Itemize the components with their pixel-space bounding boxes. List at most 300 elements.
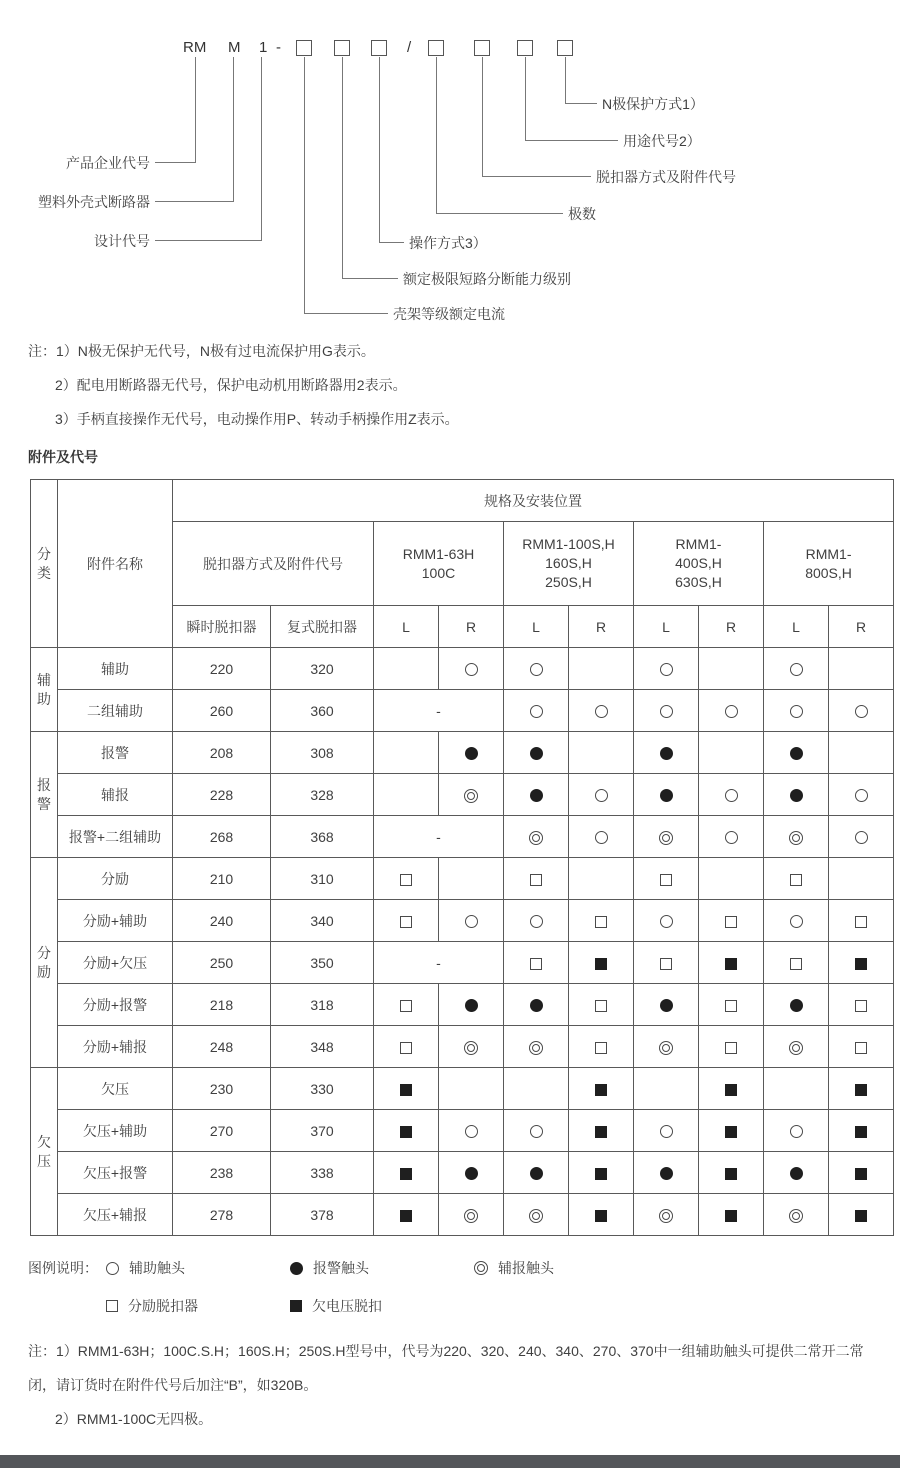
empty-cell xyxy=(634,1068,699,1110)
symbol-cell xyxy=(634,900,699,942)
accessory-name-cell: 辅助 xyxy=(58,648,173,690)
aux-alarm-contact-symbol xyxy=(789,1041,803,1055)
model-code-hyphen: - xyxy=(276,39,281,56)
accessory-code-cell: 368 xyxy=(271,816,374,858)
symbol-cell xyxy=(569,942,634,984)
symbol-cell xyxy=(439,1152,504,1194)
position-l-header: L xyxy=(504,606,569,648)
symbol-cell xyxy=(634,1194,699,1236)
position-r-header: R xyxy=(569,606,634,648)
note-line: 3）手柄直接操作无代号，电动操作用P、转动手柄操作用Z表示。 xyxy=(55,411,459,427)
undervoltage-release-symbol xyxy=(725,1084,737,1096)
empty-cell xyxy=(699,648,764,690)
aux-alarm-contact-symbol xyxy=(464,1041,478,1055)
accessory-code-cell: 320 xyxy=(271,648,374,690)
auxiliary-contact-symbol xyxy=(106,1262,119,1275)
callout-label: N极保护方式1） xyxy=(602,96,704,112)
model-group-line: 250S,H xyxy=(545,574,592,590)
symbol-cell xyxy=(439,732,504,774)
legend-label: 分励脱扣器 xyxy=(128,1298,198,1314)
shunt-release-symbol xyxy=(400,1042,412,1054)
note-line: 注：1）RMM1-63H；100C.S.H；160S.H；250S.H型号中，代号为220、320、240、340、270、370中一组辅助触头可提供二常开二常闭，请订货时在附件代号后加注“B”，如320B。 xyxy=(28,1343,864,1393)
symbol-cell xyxy=(764,900,829,942)
shunt-release-symbol xyxy=(530,874,542,886)
accessory-name-cell: 分励 xyxy=(58,858,173,900)
undervoltage-release-symbol xyxy=(725,1210,737,1222)
accessory-row xyxy=(31,900,894,942)
accessory-name-cell: 分励+辅助 xyxy=(58,900,173,942)
symbol-cell xyxy=(504,1110,569,1152)
symbol-cell xyxy=(764,1152,829,1194)
undervoltage-release-symbol xyxy=(400,1168,412,1180)
callout-label: 设计代号 xyxy=(94,233,150,249)
empty-cell xyxy=(439,858,504,900)
undervoltage-release-symbol xyxy=(855,1210,867,1222)
inner-circle xyxy=(662,834,670,842)
accessory-name-cell: 辅报 xyxy=(58,774,173,816)
top-notes xyxy=(0,335,900,429)
undervoltage-release-symbol xyxy=(595,958,607,970)
legend-item xyxy=(290,1258,474,1278)
inner-circle xyxy=(467,1212,475,1220)
symbol-cell xyxy=(504,858,569,900)
undervoltage-release-symbol xyxy=(595,1126,607,1138)
accessory-code-cell: 330 xyxy=(271,1068,374,1110)
model-code-company: RM xyxy=(183,39,207,56)
accessory-name-cell: 欠压 xyxy=(58,1068,173,1110)
symbol-cell xyxy=(634,816,699,858)
symbol-cell xyxy=(764,732,829,774)
symbol-cell xyxy=(504,690,569,732)
aux-alarm-contact-symbol xyxy=(529,831,543,845)
accessory-code-cell: 360 xyxy=(271,690,374,732)
callout-line xyxy=(379,57,404,243)
legend-row xyxy=(28,1258,872,1278)
shunt-release-symbol xyxy=(660,958,672,970)
symbol-cell xyxy=(374,900,439,942)
symbol-cell xyxy=(374,858,439,900)
inner-circle xyxy=(467,792,475,800)
symbol-cell xyxy=(504,732,569,774)
auxiliary-contact-symbol xyxy=(530,663,543,676)
alarm-contact-symbol xyxy=(660,747,673,760)
accessory-code-cell: 210 xyxy=(173,858,271,900)
accessory-name-cell: 二组辅助 xyxy=(58,690,173,732)
accessory-row xyxy=(31,1110,894,1152)
accessory-code-cell: 340 xyxy=(271,900,374,942)
alarm-contact-symbol xyxy=(530,789,543,802)
accessory-code-cell: 378 xyxy=(271,1194,374,1236)
accessory-row xyxy=(31,858,894,900)
symbol-cell xyxy=(374,1152,439,1194)
model-group-line: RMM1-63H xyxy=(402,545,475,562)
position-l-header: L xyxy=(764,606,829,648)
symbol-cell xyxy=(569,1110,634,1152)
empty-cell xyxy=(569,858,634,900)
undervoltage-release-symbol xyxy=(290,1300,302,1312)
symbol-cell xyxy=(439,900,504,942)
symbol-cell xyxy=(634,732,699,774)
footer-bar xyxy=(0,1455,900,1468)
model-group-header xyxy=(504,522,634,606)
spec-position-header: 规格及安装位置 xyxy=(173,480,894,522)
symbol-cell xyxy=(764,1194,829,1236)
shunt-release-symbol xyxy=(855,1000,867,1012)
compound-release-header: 复式脱扣器 xyxy=(271,606,374,648)
accessory-code-cell: 350 xyxy=(271,942,374,984)
inner-circle xyxy=(792,834,800,842)
callout-label: 壳架等级额定电流 xyxy=(393,306,505,322)
undervoltage-release-symbol xyxy=(725,1126,737,1138)
auxiliary-contact-symbol xyxy=(725,705,738,718)
symbol-cell xyxy=(699,984,764,1026)
legend-label: 欠电压脱扣 xyxy=(312,1298,382,1314)
accessory-row xyxy=(31,1152,894,1194)
alarm-contact-symbol xyxy=(660,999,673,1012)
accessory-code-cell: 268 xyxy=(173,816,271,858)
undervoltage-release-symbol xyxy=(855,1084,867,1096)
bottom-notes xyxy=(0,1334,900,1436)
symbol-cell xyxy=(829,1152,894,1194)
symbol-cell xyxy=(699,942,764,984)
alarm-contact-symbol xyxy=(465,999,478,1012)
symbol-cell xyxy=(829,1026,894,1068)
symbol-cell xyxy=(569,984,634,1026)
accessory-name-cell: 欠压+辅报 xyxy=(58,1194,173,1236)
accessory-row xyxy=(31,1026,894,1068)
symbol-cell xyxy=(439,1110,504,1152)
symbol-cell xyxy=(504,816,569,858)
accessory-name-cell: 报警+二组辅助 xyxy=(58,816,173,858)
symbol-cell xyxy=(634,774,699,816)
symbol-cell xyxy=(764,774,829,816)
symbol-cell xyxy=(764,1110,829,1152)
symbol-cell xyxy=(374,1068,439,1110)
position-l-header: L xyxy=(634,606,699,648)
auxiliary-contact-symbol xyxy=(530,1125,543,1138)
category-header: 分类 xyxy=(31,480,58,648)
model-group-header xyxy=(764,522,894,606)
symbol-cell xyxy=(634,690,699,732)
auxiliary-contact-symbol xyxy=(465,1125,478,1138)
auxiliary-contact-symbol xyxy=(790,705,803,718)
model-group-line: 100C xyxy=(421,564,456,581)
symbol-cell xyxy=(439,984,504,1026)
accessory-row xyxy=(31,690,894,732)
symbol-cell xyxy=(504,942,569,984)
model-code-box xyxy=(371,40,387,56)
accessory-name-cell: 欠压+辅助 xyxy=(58,1110,173,1152)
accessory-code-cell: 250 xyxy=(173,942,271,984)
undervoltage-release-symbol xyxy=(595,1168,607,1180)
legend-item xyxy=(106,1258,290,1278)
symbol-cell xyxy=(634,858,699,900)
model-code-box xyxy=(428,40,444,56)
symbol-cell xyxy=(569,690,634,732)
symbol-cell xyxy=(504,984,569,1026)
accessory-code-cell: 230 xyxy=(173,1068,271,1110)
legend-title: 图例说明： xyxy=(28,1260,98,1276)
auxiliary-contact-symbol xyxy=(790,915,803,928)
auxiliary-contact-symbol xyxy=(725,831,738,844)
symbol-cell xyxy=(504,1152,569,1194)
instantaneous-release-header: 瞬时脱扣器 xyxy=(173,606,271,648)
accessory-row xyxy=(31,984,894,1026)
undervoltage-release-symbol xyxy=(855,1168,867,1180)
empty-cell xyxy=(569,648,634,690)
auxiliary-contact-symbol xyxy=(855,789,868,802)
symbol-cell xyxy=(504,774,569,816)
model-designation-diagram xyxy=(0,0,900,335)
accessory-code-cell: 338 xyxy=(271,1152,374,1194)
symbol-cell xyxy=(764,984,829,1026)
symbol-cell xyxy=(634,984,699,1026)
shunt-release-symbol xyxy=(790,958,802,970)
shunt-release-symbol xyxy=(595,1000,607,1012)
inner-circle xyxy=(662,1212,670,1220)
symbol-cell xyxy=(699,816,764,858)
accessory-row xyxy=(31,648,894,690)
empty-cell xyxy=(439,1068,504,1110)
shunt-release-symbol xyxy=(400,1000,412,1012)
auxiliary-contact-symbol xyxy=(595,705,608,718)
inner-circle xyxy=(532,834,540,842)
callout-line xyxy=(155,57,262,241)
legend-label: 辅报触头 xyxy=(498,1259,554,1276)
model-code-design: 1 xyxy=(259,39,268,56)
accessory-row xyxy=(31,774,894,816)
category-cell: 欠压 xyxy=(31,1068,58,1236)
symbol-cell xyxy=(699,900,764,942)
symbol-cell xyxy=(699,774,764,816)
alarm-contact-symbol xyxy=(790,747,803,760)
legend-items-row-1 xyxy=(106,1258,658,1279)
empty-cell xyxy=(699,858,764,900)
aux-alarm-contact-symbol xyxy=(474,1261,488,1275)
symbol-cell xyxy=(699,1152,764,1194)
aux-alarm-contact-symbol xyxy=(464,1209,478,1223)
accessory-name-header: 附件名称 xyxy=(58,480,173,648)
accessory-code-cell: 228 xyxy=(173,774,271,816)
shunt-release-symbol xyxy=(595,916,607,928)
shunt-release-symbol xyxy=(725,1000,737,1012)
shunt-release-symbol xyxy=(660,874,672,886)
auxiliary-contact-symbol xyxy=(530,705,543,718)
model-group-line: 800S,H xyxy=(805,564,852,581)
symbol-cell xyxy=(569,1152,634,1194)
release-mode-header: 脱扣器方式及附件代号 xyxy=(173,522,374,606)
position-l-header: L xyxy=(374,606,439,648)
callout-label: 极数 xyxy=(568,206,596,222)
symbol-cell xyxy=(764,690,829,732)
aux-alarm-contact-symbol xyxy=(789,831,803,845)
legend xyxy=(0,1236,900,1316)
symbol-cell xyxy=(699,1194,764,1236)
auxiliary-contact-symbol xyxy=(660,1125,673,1138)
inner-circle xyxy=(467,1044,475,1052)
auxiliary-contact-symbol xyxy=(595,831,608,844)
accessory-code-cell: 248 xyxy=(173,1026,271,1068)
aux-alarm-contact-symbol xyxy=(659,1209,673,1223)
undervoltage-release-symbol xyxy=(400,1084,412,1096)
symbol-cell xyxy=(504,900,569,942)
accessory-table-body xyxy=(31,648,894,1236)
alarm-contact-symbol xyxy=(530,747,543,760)
empty-cell xyxy=(374,732,439,774)
symbol-cell xyxy=(829,816,894,858)
symbol-cell xyxy=(764,648,829,690)
symbol-cell xyxy=(504,1194,569,1236)
symbol-cell xyxy=(374,1026,439,1068)
alarm-contact-symbol xyxy=(530,999,543,1012)
shunt-release-symbol xyxy=(595,1042,607,1054)
symbol-cell xyxy=(569,1068,634,1110)
shunt-release-symbol xyxy=(725,1042,737,1054)
symbol-cell xyxy=(569,900,634,942)
symbol-cell xyxy=(439,648,504,690)
accessory-code-cell: 328 xyxy=(271,774,374,816)
aux-alarm-contact-symbol xyxy=(464,789,478,803)
legend-label: 辅助触头 xyxy=(129,1260,185,1277)
callout-label: 用途代号2） xyxy=(623,133,701,149)
model-group-line: RMM1- xyxy=(805,545,852,562)
symbol-cell xyxy=(439,1194,504,1236)
auxiliary-contact-symbol xyxy=(660,663,673,676)
empty-cell xyxy=(829,858,894,900)
accessory-code-cell: 270 xyxy=(173,1110,271,1152)
accessory-name-cell: 欠压+报警 xyxy=(58,1152,173,1194)
alarm-contact-symbol xyxy=(790,789,803,802)
symbol-cell xyxy=(569,1194,634,1236)
inner-circle xyxy=(532,1044,540,1052)
not-available-dash: - xyxy=(374,942,504,984)
symbol-cell xyxy=(374,1194,439,1236)
symbol-cell xyxy=(764,1026,829,1068)
accessory-code-cell: 308 xyxy=(271,732,374,774)
legend-items-row-2 xyxy=(106,1296,474,1316)
accessory-row xyxy=(31,942,894,984)
model-group-line: 630S,H xyxy=(675,574,722,590)
model-code-slash: / xyxy=(407,39,412,56)
undervoltage-release-symbol xyxy=(855,958,867,970)
accessory-code-cell: 318 xyxy=(271,984,374,1026)
symbol-cell xyxy=(829,1194,894,1236)
table-wrap xyxy=(0,467,900,1236)
category-cell: 辅助 xyxy=(31,648,58,732)
symbol-cell xyxy=(439,774,504,816)
callout-label: 脱扣器方式及附件代号 xyxy=(596,169,736,185)
empty-cell xyxy=(764,1068,829,1110)
symbol-cell xyxy=(634,1026,699,1068)
accessory-name-cell: 分励+欠压 xyxy=(58,942,173,984)
undervoltage-release-symbol xyxy=(725,1168,737,1180)
accessory-name-cell: 分励+报警 xyxy=(58,984,173,1026)
model-group-header xyxy=(634,522,764,606)
note-line: 2）配电用断路器无代号，保护电动机用断路器用2表示。 xyxy=(55,377,407,393)
symbol-cell xyxy=(699,1068,764,1110)
auxiliary-contact-symbol xyxy=(790,663,803,676)
alarm-contact-symbol xyxy=(660,789,673,802)
auxiliary-contact-symbol xyxy=(530,915,543,928)
model-group-header xyxy=(374,522,504,606)
alarm-contact-symbol xyxy=(790,999,803,1012)
shunt-release-symbol xyxy=(790,874,802,886)
aux-alarm-contact-symbol xyxy=(659,831,673,845)
symbol-cell xyxy=(764,816,829,858)
position-r-header: R xyxy=(829,606,894,648)
auxiliary-contact-symbol xyxy=(660,915,673,928)
callout-label: 额定极限短路分断能力级别 xyxy=(403,271,571,287)
symbol-cell xyxy=(829,942,894,984)
section-title: 附件及代号 xyxy=(28,449,98,465)
symbol-cell xyxy=(634,648,699,690)
model-code-box xyxy=(334,40,350,56)
model-code-box xyxy=(474,40,490,56)
callout-label: 塑料外壳式断路器 xyxy=(38,194,150,210)
undervoltage-release-symbol xyxy=(855,1126,867,1138)
shunt-release-symbol xyxy=(855,916,867,928)
undervoltage-release-symbol xyxy=(595,1084,607,1096)
not-available-dash: - xyxy=(374,690,504,732)
model-code-box xyxy=(296,40,312,56)
symbol-cell xyxy=(634,1152,699,1194)
symbol-cell xyxy=(634,942,699,984)
accessory-code-cell: 370 xyxy=(271,1110,374,1152)
accessory-name-cell: 分励+辅报 xyxy=(58,1026,173,1068)
accessory-code-table xyxy=(30,479,894,1236)
accessory-code-cell: 208 xyxy=(173,732,271,774)
undervoltage-release-symbol xyxy=(400,1210,412,1222)
accessory-code-cell: 348 xyxy=(271,1026,374,1068)
symbol-cell xyxy=(374,1110,439,1152)
symbol-cell xyxy=(569,816,634,858)
accessory-code-cell: 278 xyxy=(173,1194,271,1236)
legend-label: 报警触头 xyxy=(313,1260,369,1277)
alarm-contact-symbol xyxy=(530,1167,543,1180)
accessory-code-cell: 260 xyxy=(173,690,271,732)
not-available-dash: - xyxy=(374,816,504,858)
inner-circle xyxy=(477,1264,485,1272)
auxiliary-contact-symbol xyxy=(725,789,738,802)
inner-circle xyxy=(792,1212,800,1220)
model-group-line: 160S,H xyxy=(545,555,592,571)
symbol-cell xyxy=(829,774,894,816)
model-code-type: M xyxy=(228,39,241,56)
accessory-code-cell: 218 xyxy=(173,984,271,1026)
symbol-cell xyxy=(764,858,829,900)
alarm-contact-symbol xyxy=(290,1262,303,1275)
empty-cell xyxy=(699,732,764,774)
accessory-name-cell: 报警 xyxy=(58,732,173,774)
callout-line xyxy=(565,57,597,104)
empty-cell xyxy=(504,1068,569,1110)
model-group-line: 400S,H xyxy=(675,555,722,571)
alarm-contact-symbol xyxy=(465,1167,478,1180)
alarm-contact-symbol xyxy=(790,1167,803,1180)
symbol-cell xyxy=(634,1110,699,1152)
empty-cell xyxy=(829,732,894,774)
auxiliary-contact-symbol xyxy=(465,663,478,676)
symbol-cell xyxy=(829,984,894,1026)
shunt-release-symbol xyxy=(400,874,412,886)
legend-item xyxy=(474,1258,658,1278)
category-cell: 分励 xyxy=(31,858,58,1068)
category-cell: 报警 xyxy=(31,732,58,858)
note-line: 注：1）N极无保护无代号，N极有过电流保护用G表示。 xyxy=(28,343,375,359)
legend-item xyxy=(290,1296,474,1316)
model-group-line: RMM1-100S,H xyxy=(522,536,615,552)
symbol-cell xyxy=(829,1068,894,1110)
